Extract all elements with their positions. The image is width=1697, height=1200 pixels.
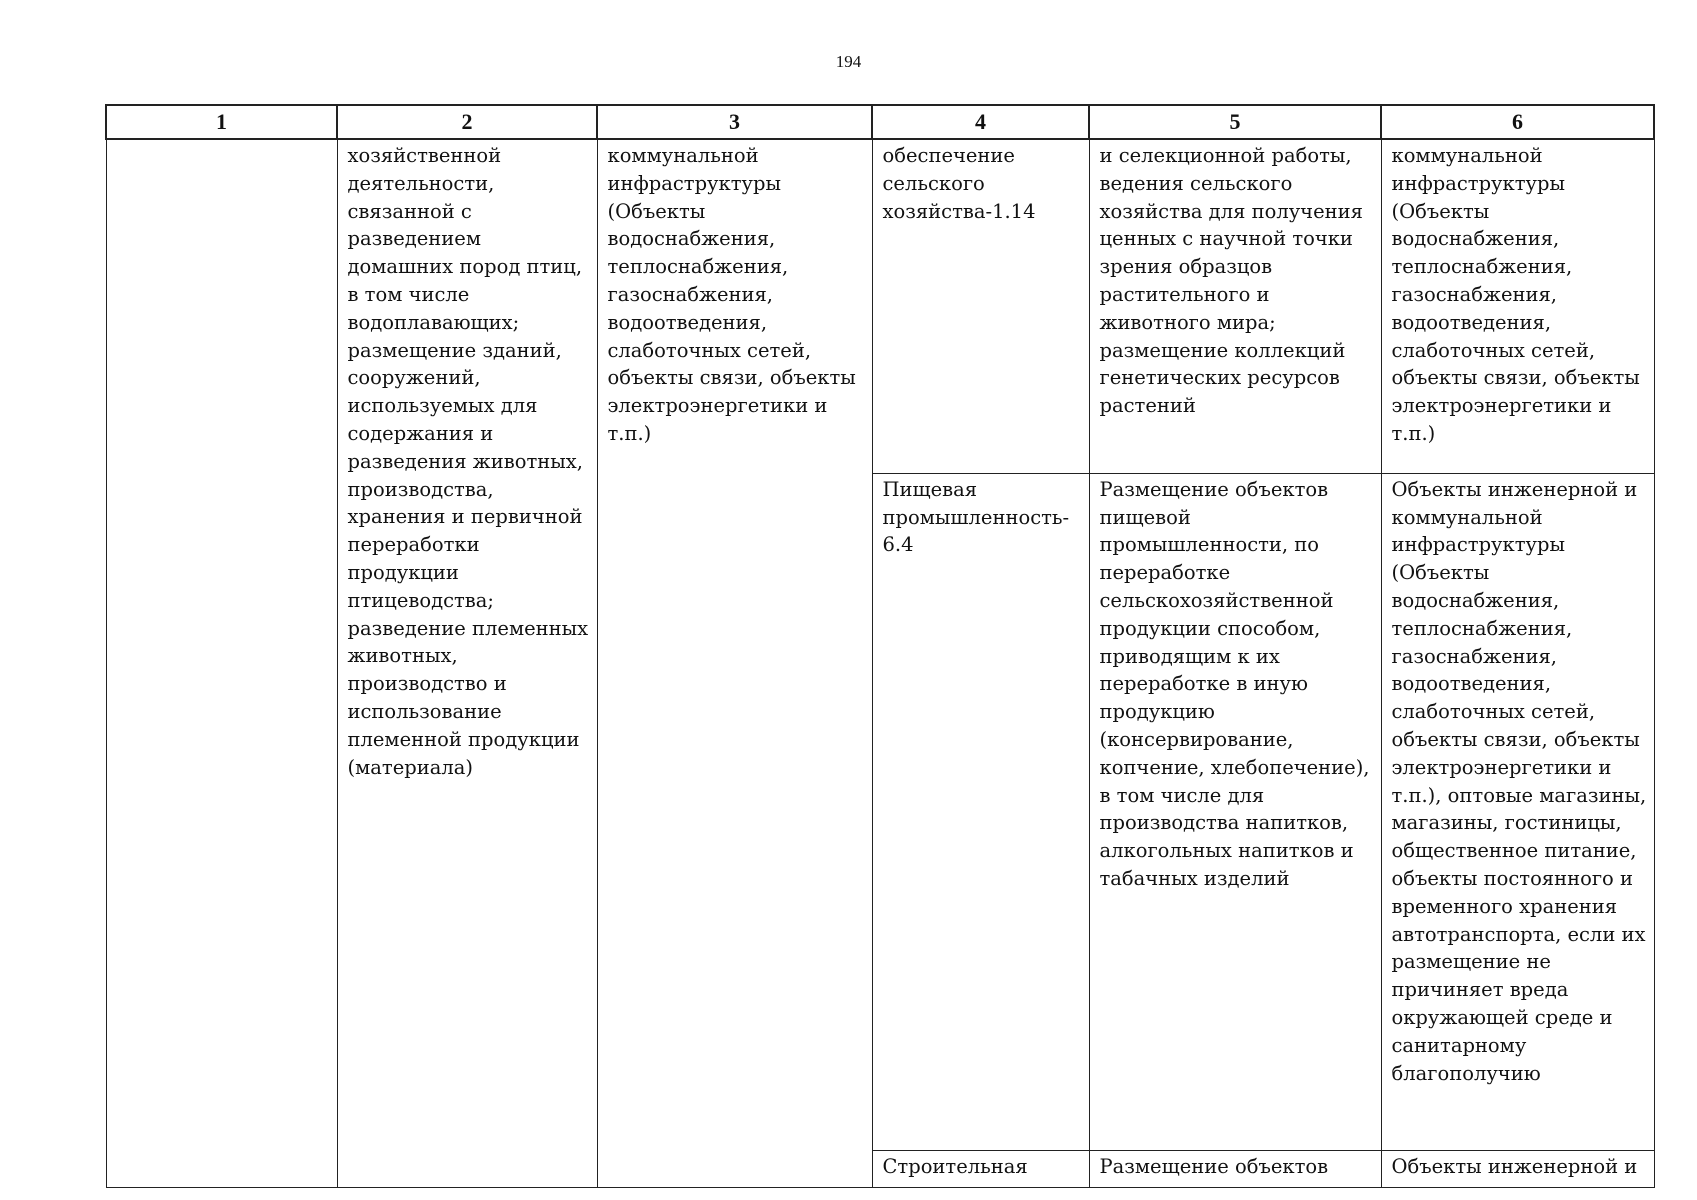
page-number: 194 [835, 52, 862, 71]
cell-auxiliary-uses: коммунальной инфраструктуры (Объекты водоснабжения, теплоснабжения, газоснабжения, водоотведения, слаботочных сетей, объекты связи, объекты электроэнергетики и т.п.) [597, 139, 872, 1188]
column-header-3: 3 [597, 105, 872, 139]
cell-use-type: обеспечение сельского хозяйства-1.14 [872, 139, 1089, 473]
cell-use-description: Размещение объектов пищевой промышленности, по переработке сельскохозяйственной продукции способом, приводящим к их переработке в иную продукцию (консервирование, копчение, хлебопечение), в том числе для производства напитков, алкогольных напитков и табачных изделий [1089, 473, 1381, 1150]
cell-permitted-objects: Объекты инженерной и [1381, 1151, 1654, 1188]
cell-permitted-objects: Объекты инженерной и коммунальной инфраструктуры (Объекты водоснабжения, теплоснабжения, газоснабжения, водоотведения, слаботочных сетей, объекты связи, объекты электроэнергетики и т.п.), оптовые магазины, магазины, гостиницы, общественное питание, объекты постоянного и временного хранения автотранспорта, если их размещение не причиняет вреда окружающей среде и санитарному благополучию [1381, 473, 1654, 1150]
permitted-use-table [105, 104, 1655, 1188]
cell-permitted-objects: коммунальной инфраструктуры (Объекты водоснабжения, теплоснабжения, газоснабжения, водоотведения, слаботочных сетей, объекты связи, объекты электроэнергетики и т.п.) [1381, 139, 1654, 473]
cell-zone-description: хозяйственной деятельности, связанной с разведением домашних пород птиц, в том числе водоплавающих; размещение зданий, сооружений, используемых для содержания и разведения животных, производства, хранения и первичной переработки продукции птицеводства; разведение племенных животных, производство и использование племенной продукции (материала) [337, 139, 597, 1188]
column-header-6: 6 [1381, 105, 1654, 139]
table-row [106, 139, 1654, 473]
cell-use-type: Пищевая промышленность- 6.4 [872, 473, 1089, 1150]
cell-use-type: Строительная [872, 1151, 1089, 1188]
table-header-row [106, 105, 1654, 139]
column-header-2: 2 [337, 105, 597, 139]
cell-use-description: и селекционной работы, ведения сельского хозяйства для получения ценных с научной точки зрения образцов растительного и животного мира; размещение коллекций генетических ресурсов растений [1089, 139, 1381, 473]
column-header-1: 1 [106, 105, 337, 139]
column-header-5: 5 [1089, 105, 1381, 139]
cell-use-description: Размещение объектов [1089, 1151, 1381, 1188]
cell-zone-code [106, 139, 337, 1188]
column-header-4: 4 [872, 105, 1089, 139]
